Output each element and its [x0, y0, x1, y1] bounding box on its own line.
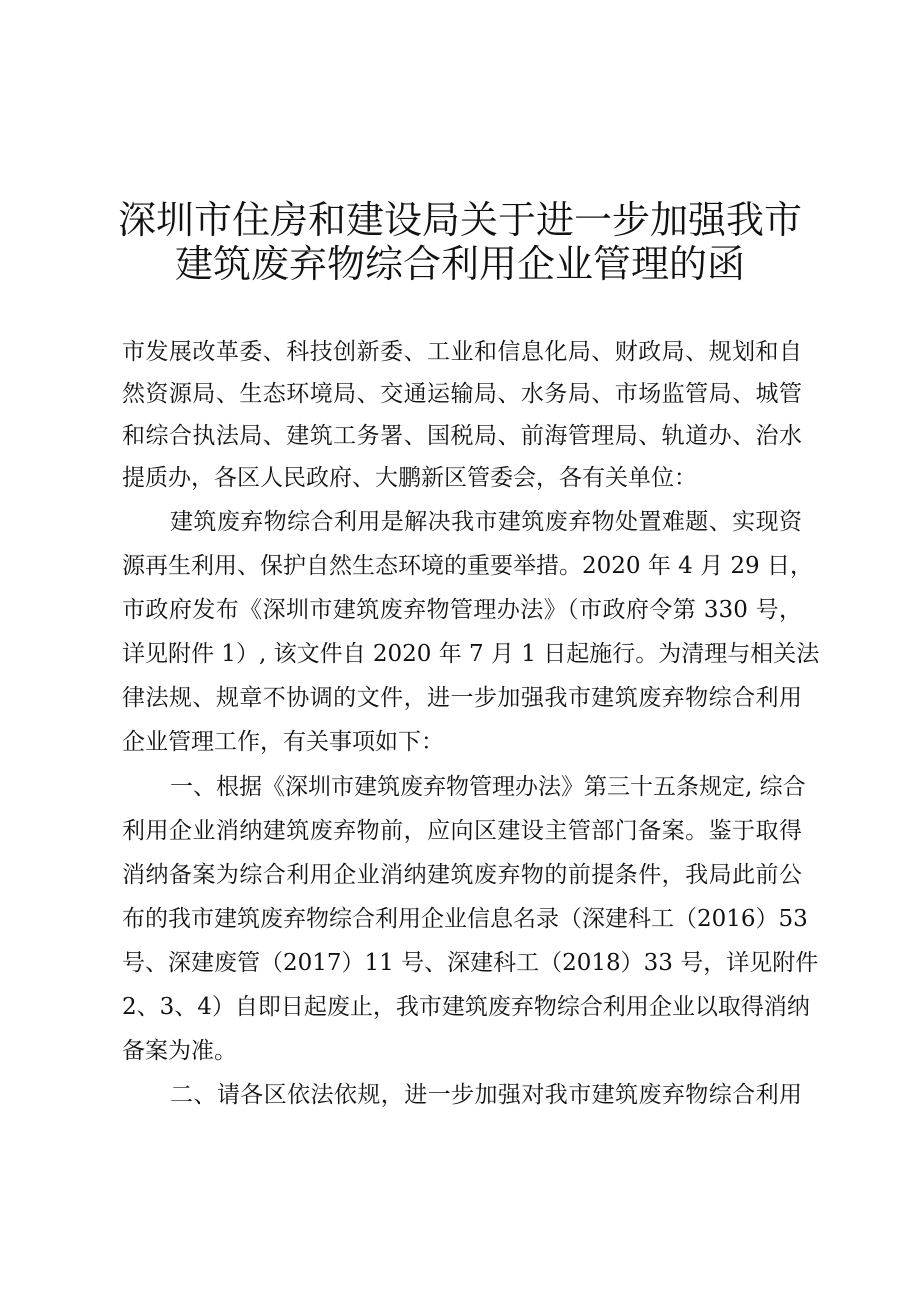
body-text-line: 市政府发布《深圳市建筑废弃物管理办法》（市政府令第 330 号，	[122, 597, 802, 623]
document-title-line-1: 深圳市住房和建设局关于进一步加强我市	[117, 198, 802, 242]
body-text-line: 详见附件 1）, 该文件自 2020 年 7 月 1 日起施行。为清理与相关法	[122, 641, 820, 667]
body-text-line: 消纳备案为综合利用企业消纳建筑废弃物的前提条件，我局此前公	[122, 862, 802, 888]
addressee-line: 和综合执法局、建筑工务署、国税局、前海管理局、轨道办、治水	[122, 423, 802, 449]
body-text-line: 2、3、4）自即日起废止，我市建筑废弃物综合利用企业以取得消纳	[122, 994, 810, 1020]
body-text-line: 利用企业消纳建筑废弃物前，应向区建设主管部门备案。鉴于取得	[122, 818, 802, 844]
document-title-line-2: 建筑废弃物综合利用企业管理的函	[174, 242, 745, 286]
addressee-line: 提质办，各区人民政府、大鹏新区管委会，各有关单位：	[122, 465, 697, 491]
addressee-line: 然资源局、生态环境局、交通运输局、水务局、市场监管局、城管	[122, 381, 802, 407]
body-text-line: 备案为准。	[122, 1038, 237, 1064]
body-text-line: 律法规、规章不协调的文件，进一步加强我市建筑废弃物综合利用	[122, 685, 802, 711]
body-text-line: 号、深建废管（2017）11 号、深建科工（2018）33 号，详见附件	[122, 950, 819, 976]
body-text-line: 企业管理工作，有关事项如下：	[122, 729, 444, 755]
body-text-line: 源再生利用、保护自然生态环境的重要举措。2020 年 4 月 29 日，	[122, 553, 813, 579]
body-text-line: 二、请各区依法依规，进一步加强对我市建筑废弃物综合利用	[170, 1082, 802, 1108]
body-text-line: 布的我市建筑废弃物综合利用企业信息名录（深建科工（2016）53	[122, 906, 808, 932]
addressee-line: 市发展改革委、科技创新委、工业和信息化局、财政局、规划和自	[122, 339, 802, 365]
body-text-line: 建筑废弃物综合利用是解决我市建筑废弃物处置难题、实现资	[170, 509, 802, 535]
body-text-line: 一、根据《深圳市建筑废弃物管理办法》第三十五条规定, 综合	[170, 774, 806, 800]
